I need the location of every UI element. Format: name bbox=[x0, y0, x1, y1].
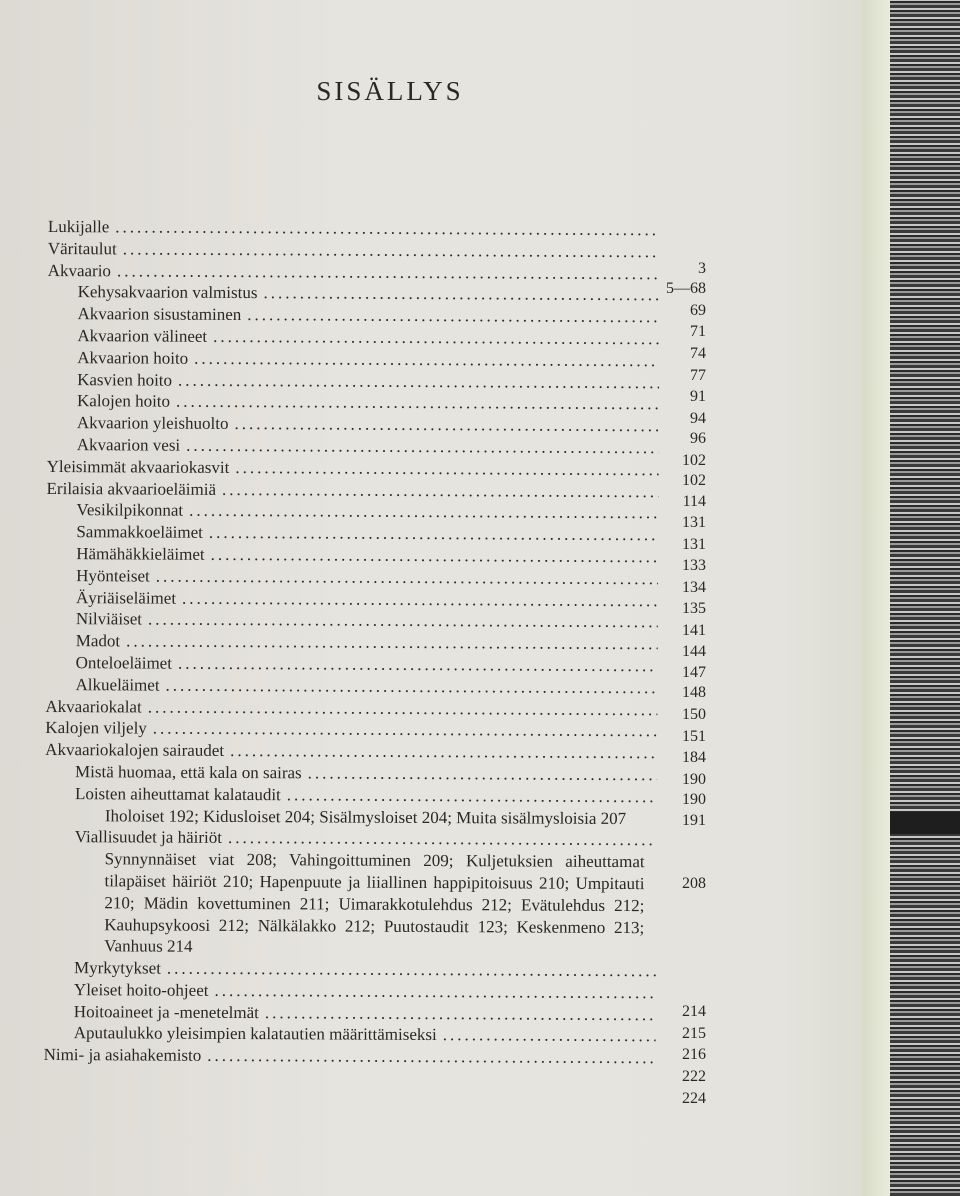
dot-leader bbox=[148, 609, 658, 633]
toc-entry bbox=[45, 805, 645, 830]
page-number: 191 bbox=[682, 812, 706, 829]
dot-leader bbox=[228, 827, 657, 851]
page-edge bbox=[862, 0, 892, 1196]
dot-leader bbox=[214, 980, 656, 1004]
toc-entry bbox=[47, 412, 659, 437]
toc-entry bbox=[46, 521, 658, 546]
toc-entry bbox=[47, 478, 659, 503]
dot-leader bbox=[308, 762, 657, 786]
dot-leader bbox=[123, 238, 660, 263]
dot-leader bbox=[247, 304, 659, 328]
toc-entry-label: Akvaariokalat bbox=[45, 696, 142, 717]
page-number: 216 bbox=[682, 1046, 706, 1063]
toc-entry-label: Mistä huomaa, että kala on sairas bbox=[75, 762, 302, 783]
toc-subentries: Iholoiset 192; Kidusloiset 204; Sisälmysloiset 204; Muita sisälmysloisia 207 bbox=[104, 805, 627, 828]
toc-entry bbox=[44, 848, 645, 960]
page-number: 148 bbox=[682, 684, 706, 701]
toc-entry bbox=[46, 499, 658, 524]
page-number: 151 bbox=[682, 728, 706, 745]
dot-leader bbox=[189, 500, 658, 524]
toc-entry-label: Kalojen viljely bbox=[45, 718, 147, 738]
page-number: 135 bbox=[682, 600, 706, 617]
toc-entry-label: Hyönteiset bbox=[76, 565, 150, 586]
toc-entry bbox=[45, 783, 657, 808]
toc-entry-label: Kehysakvaarion valmistus bbox=[77, 282, 258, 303]
toc-entry bbox=[44, 1044, 656, 1069]
toc-entry bbox=[45, 674, 657, 699]
toc-entry bbox=[46, 565, 658, 590]
page-number: 77 bbox=[690, 367, 706, 384]
page-number: 71 bbox=[690, 323, 706, 340]
dot-leader bbox=[209, 522, 659, 546]
toc-subentries: Synnynnäiset viat 208; Vahingoittuminen 209; Kuljetuksien aiheuttamat tilapäiset häiriöt 210; Hapenpuute ja liiallinen happipitoisuus 210; Umpitauti 210; Mädin kovettuminen 211; Uimarakkotulehdus 212; Evätulehdus 212; Kauhupsykoosi 212; Nälkälakko 212; Puutostaudit 123; Keskenmeno 213; Vanhuus 214 bbox=[104, 849, 645, 957]
dot-leader bbox=[211, 544, 659, 568]
toc-entry bbox=[46, 543, 658, 568]
page-number: 102 bbox=[682, 472, 706, 489]
toc-entry-label: Aputaulukko yleisimpien kalatautien määrittämiseksi bbox=[73, 1023, 437, 1045]
page-number: 94 bbox=[690, 410, 706, 427]
toc-entry bbox=[46, 630, 658, 655]
page-number: 184 bbox=[682, 749, 706, 766]
dot-leader bbox=[207, 1045, 655, 1069]
toc-entry-label: Onteloeläimet bbox=[75, 653, 173, 673]
dot-leader bbox=[222, 478, 659, 502]
page-number: 215 bbox=[682, 1025, 706, 1042]
page-number: 222 bbox=[682, 1068, 706, 1085]
dot-leader bbox=[186, 435, 659, 459]
toc-entry-label: Väritaulut bbox=[47, 238, 117, 259]
toc-entry bbox=[47, 390, 659, 415]
toc-entry bbox=[44, 1022, 656, 1047]
dot-leader bbox=[230, 740, 657, 764]
toc-entry bbox=[48, 238, 660, 263]
toc-entry-label: Äyriäiseläimet bbox=[75, 587, 177, 608]
toc-entry bbox=[48, 281, 660, 306]
page-number: 5—68 bbox=[666, 280, 706, 297]
page-number: 214 bbox=[682, 1003, 706, 1020]
toc-entry-label: Akvaariokalojen sairaudet bbox=[45, 740, 225, 761]
toc-entry-label: Nilviäiset bbox=[75, 609, 143, 629]
toc-entry-label: Viallisuudet ja häiriöt bbox=[74, 827, 223, 848]
toc-entry-label: Yleisimmät akvaariokasvit bbox=[46, 456, 230, 477]
book-cover-texture bbox=[890, 0, 960, 1196]
page-number: 190 bbox=[682, 791, 706, 808]
toc-entry bbox=[45, 761, 657, 786]
dot-leader bbox=[265, 1002, 656, 1026]
toc-entry bbox=[46, 587, 658, 612]
toc-entry bbox=[47, 325, 659, 350]
dot-leader bbox=[166, 674, 658, 698]
toc-entry bbox=[47, 347, 659, 372]
page-number: 133 bbox=[682, 557, 706, 574]
toc-entry-label: Lukijalle bbox=[47, 216, 110, 237]
dot-leader bbox=[178, 653, 658, 677]
page-number: 150 bbox=[682, 706, 706, 723]
toc-entry-label: Alkueläimet bbox=[75, 674, 160, 695]
toc-entry bbox=[44, 957, 656, 982]
dot-leader bbox=[156, 565, 658, 589]
dot-leader bbox=[213, 326, 659, 350]
toc-entry bbox=[48, 260, 660, 285]
toc-entry bbox=[44, 979, 656, 1004]
page-number: 96 bbox=[690, 430, 706, 447]
dot-leader bbox=[443, 1025, 656, 1048]
page-number: 114 bbox=[682, 493, 706, 510]
page-number: 208 bbox=[682, 875, 706, 892]
toc-entry-label: Akvaarion vesi bbox=[76, 435, 181, 455]
toc-entry bbox=[44, 1001, 656, 1026]
page-number: 141 bbox=[682, 622, 706, 639]
toc-entry bbox=[47, 456, 659, 481]
toc-entry bbox=[45, 826, 657, 851]
toc-entry-label: Akvaarion sisustaminen bbox=[77, 304, 242, 325]
page-title: SISÄLLYS bbox=[316, 76, 464, 106]
toc-entry-label: Akvaarion välineet bbox=[77, 326, 208, 346]
toc-entry-label: Vesikilpikonnat bbox=[76, 500, 184, 521]
toc-entry-label: Hoitoaineet ja -menetelmät bbox=[73, 1001, 259, 1022]
dot-leader bbox=[153, 718, 658, 742]
toc-entry bbox=[45, 696, 657, 721]
toc-entry-label: Madot bbox=[75, 631, 121, 651]
page-number: 224 bbox=[682, 1090, 706, 1107]
dot-leader bbox=[126, 631, 658, 656]
toc-entry-label: Myrkytykset bbox=[74, 958, 162, 978]
page-number: 147 bbox=[682, 664, 706, 681]
page-number: 144 bbox=[682, 643, 706, 660]
toc-entry-label: Kalojen hoito bbox=[76, 391, 171, 412]
page-number: 74 bbox=[690, 345, 706, 362]
toc-entry-label: Akvaarion yleishuolto bbox=[76, 413, 229, 434]
dot-leader bbox=[234, 413, 659, 437]
dot-leader bbox=[117, 260, 660, 285]
page-number: 131 bbox=[682, 536, 706, 553]
dot-leader bbox=[167, 958, 656, 982]
page-number: 131 bbox=[682, 514, 706, 531]
toc-entry-label: Akvaarion hoito bbox=[77, 347, 189, 368]
toc-entry-label: Hämähäkkieläimet bbox=[76, 544, 205, 564]
dot-leader bbox=[148, 696, 658, 720]
toc-entry bbox=[45, 739, 657, 764]
page-number: 190 bbox=[682, 771, 706, 788]
dot-leader bbox=[263, 283, 659, 307]
toc-entry-label: Kasvien hoito bbox=[77, 369, 173, 390]
dot-leader bbox=[235, 457, 658, 481]
toc-entry-label: Nimi- ja asiahakemisto bbox=[43, 1045, 202, 1066]
dot-leader bbox=[182, 587, 658, 611]
toc-entry-label: Erilaisia akvaarioeläimiä bbox=[46, 478, 217, 499]
toc-entry-label: Yleiset hoito-ohjeet bbox=[73, 980, 209, 1000]
toc-entry-label: Sammakkoeläimet bbox=[76, 522, 203, 542]
toc-entry-label: Akvaario bbox=[47, 260, 112, 280]
toc-entry bbox=[47, 303, 659, 328]
page-number: 69 bbox=[690, 302, 706, 319]
toc-entry-label: Loisten aiheuttamat kalataudit bbox=[74, 783, 281, 804]
dot-leader bbox=[194, 348, 659, 372]
toc-entry bbox=[48, 216, 660, 241]
dot-leader bbox=[115, 216, 660, 241]
table-of-contents bbox=[44, 216, 660, 1069]
dot-leader bbox=[178, 369, 659, 393]
page-number: 102 bbox=[682, 452, 706, 469]
toc-entry bbox=[46, 608, 658, 633]
toc-entry bbox=[47, 434, 659, 459]
page-number: 91 bbox=[690, 388, 706, 405]
page-number: 3 bbox=[698, 260, 706, 277]
toc-entry bbox=[46, 652, 658, 677]
dot-leader bbox=[176, 391, 659, 415]
toc-entry bbox=[45, 717, 657, 742]
dot-leader bbox=[287, 784, 657, 808]
page-number: 134 bbox=[682, 579, 706, 596]
toc-entry bbox=[47, 369, 659, 394]
